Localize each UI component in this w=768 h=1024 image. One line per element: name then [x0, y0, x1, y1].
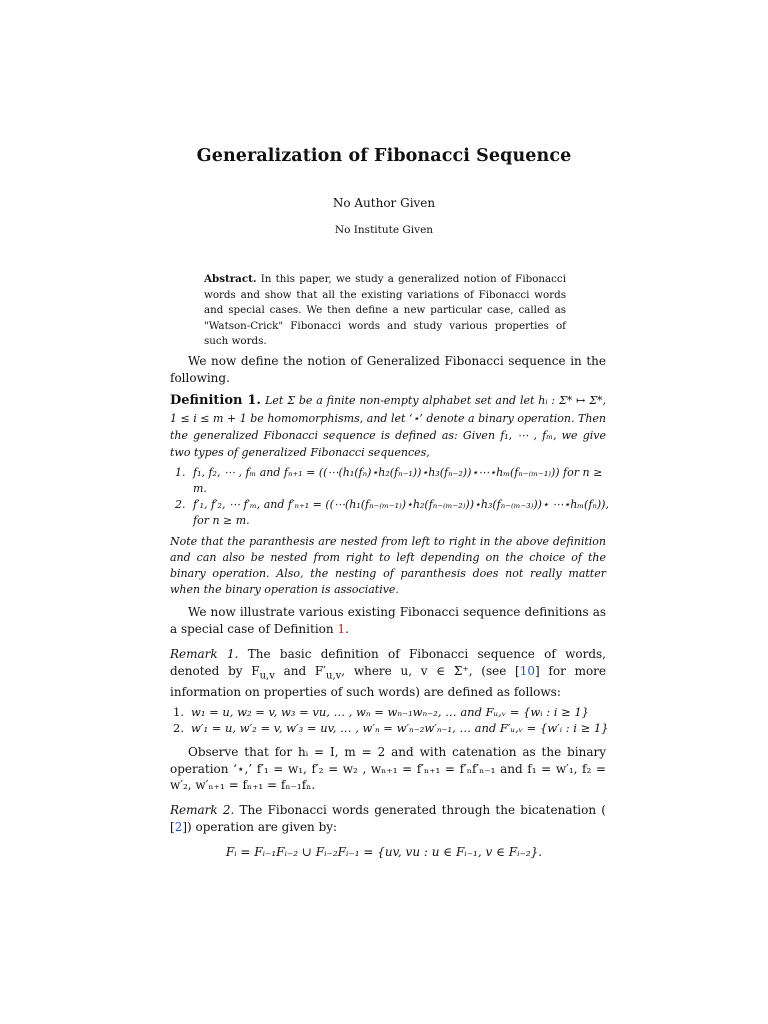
item-text: w′₁ = u, w′₂ = v, w′₃ = uv, … , w′ₙ = w′ₙ₋₂w′ₙ₋₁, … and F′ᵤ,ᵥ = {w′ᵢ : i ≥ 1} [191, 721, 609, 735]
remark2-text-b: ]) operation are given by: [182, 819, 338, 834]
item-text: f′₁, f′₂, ⋯ f′ₘ, and f′ₙ₊₁ = ((⋯(h₁(fₙ₋₍ₘ₋₁₎)⋆h₂(fₙ₋₍ₘ₋₂₎))⋆h₃(fₙ₋₍ₘ₋₃₎))⋆ ⋯⋆hₘ(fₙ)), for n ≥ m. [193, 498, 609, 527]
item-number: 2. [175, 498, 186, 511]
remark1-text-c: , where u, v ∈ Σ⁺, (see [ [341, 663, 520, 678]
remark1-item-1 [173, 704, 613, 720]
observe-paragraph: Observe that for hᵢ = I, m = 2 and with catenation as the binary operation ‘⋆,’ f′₁ = w₁, f′₂ = w₂ , wₙ₊₁ = f′ₙ₊₁ = f′ₙf′ₙ₋₁ and f₁ = w′₁, f₂ = w′₂, w′ₙ₊₁ = fₙ₊₁ = fₙ₋₁fₙ. [170, 745, 606, 792]
remark1-text-b: and F′ [274, 663, 326, 678]
remark1-text-d: ] for more information on properties of such words) are defined as follows: [170, 663, 607, 700]
definition-ref-link[interactable]: 1 [337, 621, 346, 636]
item-text: f₁, f₂, ⋯ , fₘ and fₙ₊₁ = ((⋯(h₁(fₙ)⋆h₂(fₙ₋₁))⋆h₃(fₙ₋₂))⋆⋯⋆hₘ(fₙ₋₍ₘ₋₁₎)) for n ≥ m. [193, 466, 603, 495]
definition-item-1 [175, 465, 615, 497]
remark1-text-a: The basic definition of Fibonacci sequence of words, denoted by F [170, 647, 606, 678]
remark1-label: Remark 1. [170, 647, 239, 661]
citation-ref-10[interactable]: 10 [519, 663, 536, 678]
definition-label: Definition 1. [170, 393, 261, 408]
remark1-sub-a: u,v [259, 669, 275, 681]
definition-text: Let Σ be a finite non-empty alphabet set and let hᵢ : Σ* ↦ Σ*, 1 ≤ i ≤ m + 1 be homomorphisms, and let ‘⋆’ denote a binary operation. Then the generalized Fibonacci sequence is defined as: Given f₁, ⋯ , fₘ, we give two types of generalized Fibonacci sequences, [170, 394, 606, 459]
remark1-sub-b: u,v [325, 669, 342, 681]
remark2-block [170, 802, 606, 835]
display-equation: Fᵢ = Fᵢ₋₁Fᵢ₋₂ ∪ Fᵢ₋₂Fᵢ₋₁ = {uv, vu : u ∈ Fᵢ₋₁, v ∈ Fᵢ₋₂}. [225, 845, 543, 859]
abstract-label: Abstract. [204, 273, 257, 285]
definition-list [175, 465, 615, 529]
illustrate-paragraph [170, 604, 606, 637]
intro-paragraph: We now define the notion of Generalized Fibonacci sequence in the following. [170, 354, 606, 385]
abstract-text: In this paper, we study a generalized notion of Fibonacci words and show that all the existing variations of Fibonacci words and special cases. We then define a new particular case, called as "Watson-Crick" Fibonacci words and study various properties of such words. [204, 273, 566, 347]
definition-block [170, 392, 606, 461]
item-number: 1. [175, 466, 186, 479]
item-number: 1. [173, 705, 184, 719]
abstract-block [204, 272, 566, 350]
institute-line: No Institute Given [334, 224, 434, 236]
item-text: w₁ = u, w₂ = v, w₃ = vu, … , wₙ = wₙ₋₁wₙ₋₂, … and Fᵤ,ᵥ = {wᵢ : i ≥ 1} [191, 705, 589, 719]
definition-item-2 [175, 497, 615, 529]
remark1-list [173, 704, 613, 736]
illustrate-end: . [345, 621, 349, 636]
remark1-item-2 [173, 720, 613, 736]
remark2-text-a: The Fibonacci words generated through the bicatenation ( [ [170, 803, 606, 834]
illustrate-text: We now illustrate various existing Fibonacci sequence definitions as a special case of Definition [170, 605, 606, 636]
remark1-block [170, 646, 606, 701]
author-line: No Author Given [332, 196, 436, 210]
item-number: 2. [173, 721, 184, 735]
paper-title: Generalization of Fibonacci Sequence [196, 146, 572, 166]
citation-ref-2[interactable]: 2 [174, 819, 183, 834]
note-paragraph: Note that the paranthesis are nested from left to right in the above definition and can also be nested from right to left depending on the choice of the binary operation. Also, the nesting of paranthesis does not really matter when the binary operation is associative. [170, 535, 606, 596]
remark2-label: Remark 2. [170, 803, 235, 817]
